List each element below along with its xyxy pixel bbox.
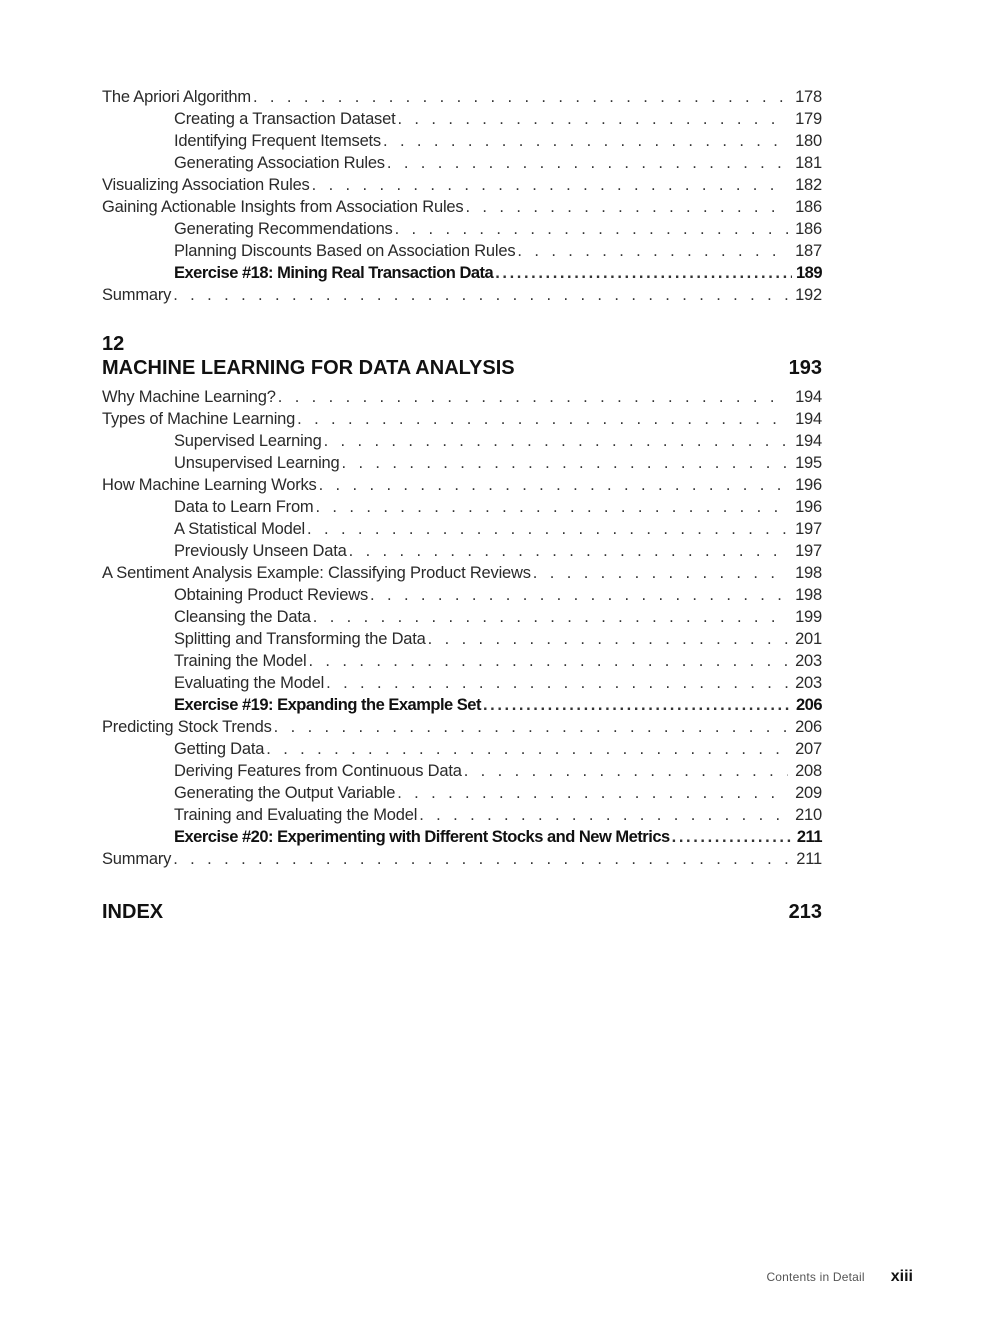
- toc-entry[interactable]: [102, 430, 822, 452]
- entry-title: Planning Discounts Based on Association Rules: [174, 242, 516, 260]
- toc-entry[interactable]: [102, 86, 822, 108]
- entry-page: 197: [795, 542, 822, 560]
- dot-leader: [324, 430, 788, 452]
- entry-page: 195: [795, 454, 822, 472]
- entry-title: Deriving Features from Continuous Data: [174, 762, 462, 780]
- entry-page: 203: [795, 652, 822, 670]
- entry-title: Training and Evaluating the Model: [174, 806, 418, 824]
- entry-page: 210: [795, 806, 822, 824]
- dot-leader: [464, 760, 788, 782]
- entry-title: Generating Association Rules: [174, 154, 385, 172]
- entry-page: 203: [795, 674, 822, 692]
- entry-page: 182: [795, 176, 822, 194]
- dot-leader: [297, 408, 788, 430]
- table-of-contents: [102, 86, 822, 924]
- toc-entry[interactable]: [102, 130, 822, 152]
- chapter-number: 12: [102, 333, 125, 355]
- dot-leader: [326, 672, 788, 694]
- index-page: 213: [788, 901, 822, 923]
- entry-title: Training the Model: [174, 652, 307, 670]
- entry-page: 194: [795, 432, 822, 450]
- toc-exercise-entry[interactable]: [102, 694, 822, 716]
- toc-entry[interactable]: [102, 716, 822, 738]
- toc-entry[interactable]: [102, 672, 822, 694]
- entry-page: 186: [795, 220, 822, 238]
- dot-leader: [465, 196, 788, 218]
- toc-entry[interactable]: [102, 474, 822, 496]
- toc-entry[interactable]: [102, 408, 822, 430]
- toc-entry[interactable]: [102, 240, 822, 262]
- dot-leader: [308, 650, 788, 672]
- dot-leader: [672, 826, 792, 848]
- entry-page: 180: [795, 132, 822, 150]
- chapter-title: MACHINE LEARNING FOR DATA ANALYSIS: [102, 357, 515, 379]
- entry-page: 198: [795, 564, 822, 582]
- entry-title: Data to Learn From: [174, 498, 314, 516]
- entry-page: 192: [795, 286, 822, 304]
- dot-leader: [173, 848, 788, 870]
- toc-entry[interactable]: [102, 518, 822, 540]
- entry-title: Generating Recommendations: [174, 220, 393, 238]
- dot-leader: [278, 386, 788, 408]
- toc-entry[interactable]: [102, 152, 822, 174]
- entry-title: Identifying Frequent Itemsets: [174, 132, 381, 150]
- dot-leader: [397, 782, 788, 804]
- dot-leader: [349, 540, 788, 562]
- entry-page: 207: [795, 740, 822, 758]
- dot-leader: [312, 174, 788, 196]
- entry-title: How Machine Learning Works: [102, 476, 317, 494]
- chapter-entries-list: [102, 386, 822, 870]
- entry-title: A Statistical Model: [174, 520, 306, 538]
- dot-leader: [383, 130, 788, 152]
- dot-leader: [495, 262, 792, 284]
- entry-title: Previously Unseen Data: [174, 542, 347, 560]
- entry-title: Splitting and Transforming the Data: [174, 630, 426, 648]
- toc-exercise-entry[interactable]: [102, 826, 822, 848]
- toc-entry[interactable]: [102, 218, 822, 240]
- toc-entry[interactable]: [102, 540, 822, 562]
- dot-leader: [533, 562, 788, 584]
- entry-page: 187: [795, 242, 822, 260]
- dot-leader: [395, 218, 788, 240]
- entry-title: Summary: [102, 850, 172, 868]
- entry-title: Exercise #20: Experimenting with Different Stocks and New Metrics: [174, 828, 670, 846]
- dot-leader: [428, 628, 788, 650]
- entry-title: Cleansing the Data: [174, 608, 311, 626]
- toc-entry[interactable]: [102, 584, 822, 606]
- toc-entry[interactable]: [102, 452, 822, 474]
- dot-leader: [307, 518, 788, 540]
- chapter-12: [102, 332, 822, 870]
- entry-title: Generating the Output Variable: [174, 784, 396, 802]
- chapter-heading[interactable]: [102, 356, 822, 380]
- entry-page: 201: [795, 630, 822, 648]
- entry-title: Getting Data: [174, 740, 265, 758]
- entry-title: Supervised Learning: [174, 432, 322, 450]
- entry-page: 211: [796, 850, 822, 868]
- entry-page: 196: [795, 498, 822, 516]
- dot-leader: [342, 452, 789, 474]
- dot-leader: [397, 108, 788, 130]
- toc-entry[interactable]: [102, 386, 822, 408]
- page-number: xiii: [890, 1268, 913, 1285]
- footer-label: Contents in Detail: [766, 1270, 865, 1284]
- dot-leader: [483, 694, 792, 716]
- dot-leader: [517, 240, 788, 262]
- entry-title: A Sentiment Analysis Example: Classifying Product Reviews: [102, 564, 531, 582]
- entry-title: Visualizing Association Rules: [102, 176, 310, 194]
- dot-leader: [313, 606, 788, 628]
- toc-entry[interactable]: [102, 804, 822, 826]
- toc-entry[interactable]: [102, 738, 822, 760]
- entry-title: Creating a Transaction Dataset: [174, 110, 396, 128]
- entry-title: Obtaining Product Reviews: [174, 586, 369, 604]
- entry-title: Summary: [102, 286, 172, 304]
- entry-page: 181: [795, 154, 822, 172]
- toc-entry[interactable]: [102, 650, 822, 672]
- chapter-page: 193: [788, 357, 822, 379]
- dot-leader: [274, 716, 788, 738]
- entry-page: 186: [795, 198, 822, 216]
- toc-entry[interactable]: [102, 782, 822, 804]
- dot-leader: [370, 584, 788, 606]
- toc-entry[interactable]: [102, 760, 822, 782]
- toc-exercise-entry[interactable]: [102, 262, 822, 284]
- toc-entry[interactable]: [102, 174, 822, 196]
- entry-page: 206: [795, 718, 822, 736]
- entry-page: 199: [795, 608, 822, 626]
- entry-title: Evaluating the Model: [174, 674, 325, 692]
- entry-title: Predicting Stock Trends: [102, 718, 272, 736]
- toc-entry[interactable]: [102, 496, 822, 518]
- entry-page: 178: [795, 88, 822, 106]
- toc-entry[interactable]: [102, 628, 822, 650]
- index-title: INDEX: [102, 901, 164, 923]
- entry-page: 197: [795, 520, 822, 538]
- entry-title: Exercise #18: Mining Real Transaction Data: [174, 264, 494, 282]
- dot-leader: [419, 804, 788, 826]
- entry-page: 208: [795, 762, 822, 780]
- dot-leader: [266, 738, 788, 760]
- entry-title: Gaining Actionable Insights from Association Rules: [102, 198, 464, 216]
- entry-title: Unsupervised Learning: [174, 454, 340, 472]
- toc-entry[interactable]: [102, 848, 822, 870]
- toc-entry[interactable]: [102, 562, 822, 584]
- dot-leader: [173, 284, 788, 306]
- page-footer: [766, 1268, 913, 1286]
- toc-entry[interactable]: [102, 108, 822, 130]
- dot-leader: [387, 152, 788, 174]
- entry-page: 206: [795, 696, 822, 714]
- entry-page: 179: [795, 110, 822, 128]
- entry-title: Types of Machine Learning: [102, 410, 296, 428]
- toc-entry[interactable]: [102, 284, 822, 306]
- entry-title: The Apriori Algorithm: [102, 88, 251, 106]
- section-continued-list: [102, 86, 822, 306]
- entry-page: 189: [795, 264, 822, 282]
- entry-title: Why Machine Learning?: [102, 388, 276, 406]
- toc-entry[interactable]: [102, 196, 822, 218]
- entry-page: 194: [795, 410, 822, 428]
- entry-page: 196: [795, 476, 822, 494]
- dot-leader: [315, 496, 788, 518]
- entry-page: 211: [796, 828, 822, 846]
- entry-title: Exercise #19: Expanding the Example Set: [174, 696, 481, 714]
- entry-page: 194: [795, 388, 822, 406]
- toc-entry[interactable]: [102, 606, 822, 628]
- dot-leader: [253, 86, 788, 108]
- entry-page: 209: [795, 784, 822, 802]
- dot-leader: [319, 474, 788, 496]
- entry-page: 198: [795, 586, 822, 604]
- index-heading[interactable]: [102, 900, 822, 924]
